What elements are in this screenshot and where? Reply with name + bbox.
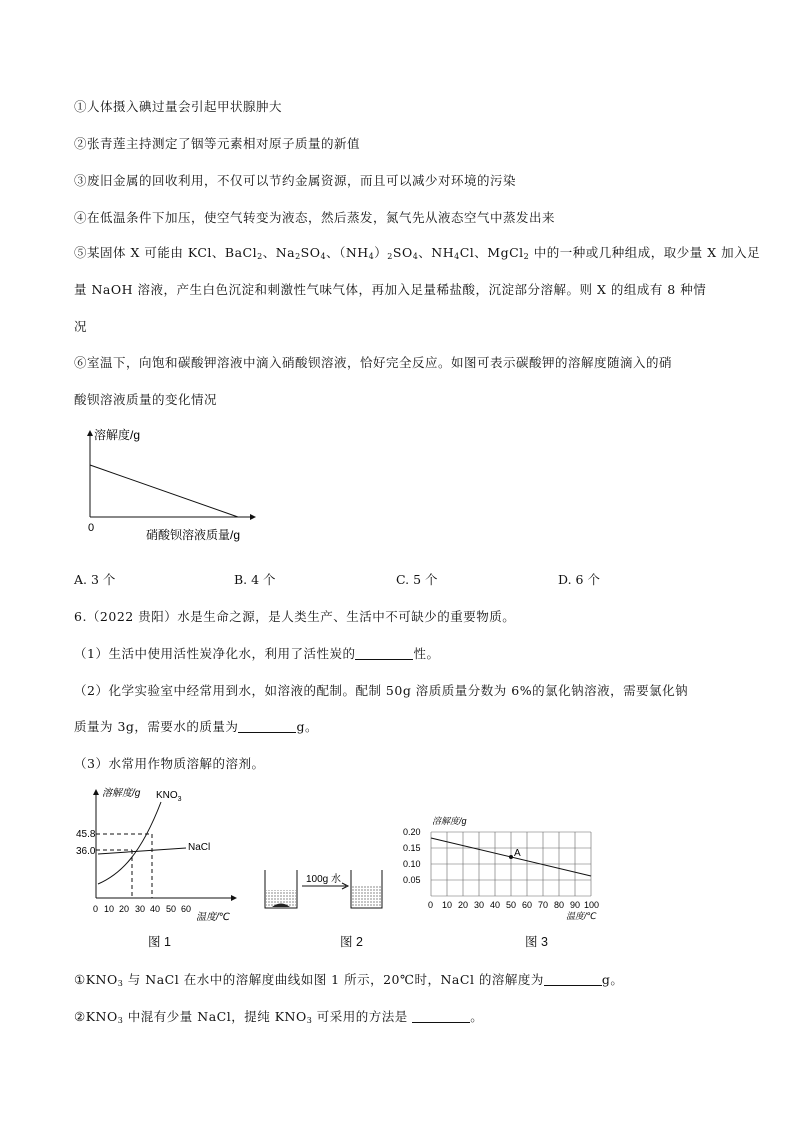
question-6-title: 6.（2022 贵阳）水是生命之源，是人类生产、生活中不可缺少的重要物质。 [74,609,516,624]
svg-text:60: 60 [181,904,192,914]
answer-blank-4[interactable] [412,1010,470,1023]
figure-1-solubility-curves [76,784,246,924]
svg-text:30: 30 [474,900,485,910]
svg-text:60: 60 [522,900,533,910]
svg-text:10: 10 [104,904,115,914]
figure-3-solubility-chart [398,812,610,924]
solubility-line [90,465,238,517]
svg-text:40: 40 [490,900,501,910]
svg-text:70: 70 [538,900,549,910]
figure-2-beakers [262,862,387,914]
svg-text:90: 90 [570,900,581,910]
statement-6-line-2: 酸钡溶液质量的变化情况 [74,392,218,407]
statement-3: ③废旧金属的回收利用，不仅可以节约金属资源，而且可以减少对环境的污染 [74,173,517,188]
arrow-label: 100g 水 [306,874,342,885]
svg-text:0: 0 [93,904,99,914]
y-axis-label: 溶解度/g [94,428,141,442]
nacl-label: NaCl [188,842,211,853]
statement-1: ①人体摄入碘过量会引起甲状腺肿大 [74,99,283,114]
svg-text:10: 10 [442,900,453,910]
svg-text:20: 20 [458,900,469,910]
fig1-x-label: 温度/℃ [196,912,231,923]
y-tick-36-0: 36.0 [76,846,96,857]
question-6-part-1: （1）生活中使用活性炭净化水，利用了活性炭的 性。 [74,646,440,661]
option-a[interactable]: A. 3 个 [74,572,116,587]
point-a [509,855,513,859]
option-d[interactable]: D. 6 个 [558,572,600,587]
answer-blank-1[interactable] [355,647,413,660]
beaker-right [351,870,382,908]
option-c[interactable]: C. 5 个 [396,572,438,587]
question-6-sub-1: $①KNO_3$ 与 NaCl 在水中的溶解度曲线如图 1 所示，20℃时，NaCl 的溶解度为 g。 [74,972,624,988]
beaker-left [265,870,297,908]
svg-text:0.10: 0.10 [403,859,421,869]
nacl-curve [98,848,186,854]
svg-text:0.15: 0.15 [403,843,421,853]
origin-label: 0 [88,522,95,534]
answer-blank-3[interactable] [544,973,602,986]
svg-text:0: 0 [428,900,434,910]
figure-3-caption: 图 3 [525,935,548,949]
question-6-part-3: （3）水常用作物质溶解的溶剂。 [74,756,265,771]
question-6-sub-2: $②KNO_3$ 中混有少量 NaCl，提纯 $KNO_3$ 可采用的方法是 。 [74,1009,484,1025]
x-axis-label: 硝酸钡溶液质量/g [146,528,241,542]
y-tick-45-8: 45.8 [76,829,96,840]
statement-5-line-1: ⑤某固体 X 可能由 KCl、BaCl$_2$、$Na_2SO_4$、$(NH_4)_2SO_4$、$NH_4Cl$、MgCl$_2$ 中的一种或几种组成，取少量 X 加入足 [74,245,761,261]
svg-text:80: 80 [554,900,565,910]
statement-5-line-3: 况 [74,319,88,334]
svg-text:100: 100 [584,900,600,910]
svg-text:50: 50 [166,904,177,914]
figure-1-caption: 图 1 [148,935,171,949]
svg-text:20: 20 [119,904,130,914]
svg-text:0.20: 0.20 [403,827,421,837]
statement-4: ④在低温条件下加压，使空气转变为液态，然后蒸发，氮气先从液态空气中蒸发出来 [74,210,556,225]
question-6-part-2-line-2: 质量为 3g，需要水的质量为 g。 [74,719,318,734]
svg-text:50: 50 [506,900,517,910]
svg-text:0.05: 0.05 [403,875,421,885]
fig3-x-label: 温度/℃ [566,911,597,921]
svg-text:40: 40 [150,904,161,914]
answer-blank-2[interactable] [238,720,296,733]
point-a-label: A [514,848,521,859]
statement-5-line-2: 量 NaOH 溶液，产生白色沉淀和刺激性气味气体，再加入足量稀盐酸，沉淀部分溶解。则 X 的组成有 8 种情 [74,282,707,297]
fig3-y-label: 溶解度/g [432,816,467,826]
option-b[interactable]: B. 4 个 [234,572,276,587]
solubility-vs-barium-nitrate-graph [70,425,270,550]
fig1-y-label: 溶解度/g [102,788,141,799]
statement-2: ②张青莲主持测定了铟等元素相对原子质量的新值 [74,136,361,151]
figure-2-caption: 图 2 [340,935,363,949]
statement-6-line-1: ⑥室温下，向饱和碳酸钾溶液中滴入硝酸钡溶液，恰好完全反应。如图可表示碳酸钾的溶解度随滴入的硝 [74,355,673,370]
question-6-part-2-line-1: （2）化学实验室中经常用到水，如溶液的配制。配制 50g 溶质质量分数为 6%的氯化钠溶液，需要氯化钠 [74,683,689,698]
svg-text:30: 30 [135,904,146,914]
kno3-label: $KNO_3$ [156,790,182,803]
